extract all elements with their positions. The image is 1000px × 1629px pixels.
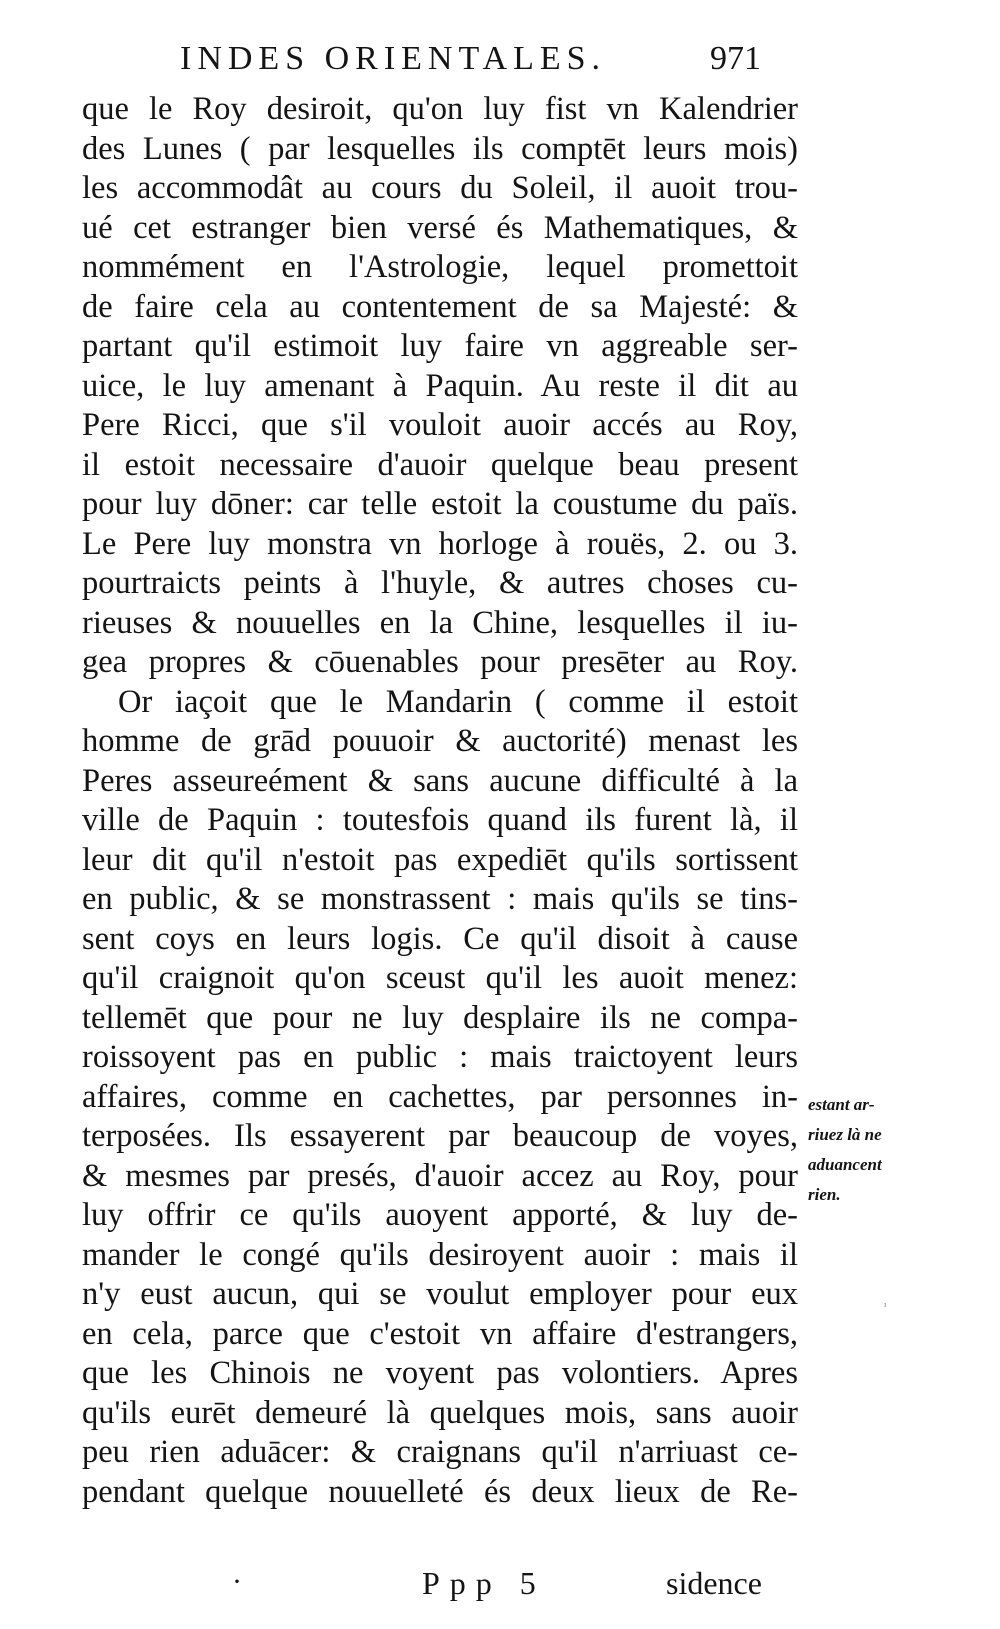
running-title: INDES ORIENTALES. <box>180 40 607 77</box>
margin-note-line: estant ar- <box>808 1095 875 1114</box>
margin-note-line: rien. <box>808 1185 841 1204</box>
text-line: mander le congé qu'ils desiroyent auoir : mais il <box>82 1236 798 1273</box>
text-line: pendant quelque nouuelleté és deux lieux de Re- <box>82 1473 798 1510</box>
margin-note <box>808 1090 958 1210</box>
text-line: sent coys en leurs logis. Ce qu'il disoit à cause <box>82 920 798 957</box>
text-line: peu rien aduācer: & craignans qu'il n'arriuast ce- <box>82 1434 798 1470</box>
text-line: nommément en l'Astrologie, lequel promettoit <box>82 249 798 285</box>
text-line: rieuses & nouuelles en la Chine, lesquelles il iu- <box>82 604 798 641</box>
text-line: ville de Paquin : toutesfois quand ils furent là, il <box>82 802 798 838</box>
text-line: des Lunes ( par lesquelles ils comptēt leurs mois) <box>82 130 798 167</box>
text-line: uice, le luy amenant à Paquin. Au reste il dit au <box>82 367 798 404</box>
text-line: leur dit qu'il n'estoit pas expediēt qu'ils sortissent <box>82 841 798 878</box>
text-line: tellemēt que pour ne luy desplaire ils ne compa- <box>82 999 798 1036</box>
text-line: roissoyent pas en public : mais traictoyent leurs <box>82 1039 798 1075</box>
text-line: gea propres & cōuenables pour presēter au Roy. <box>82 644 798 680</box>
footer-dot: · <box>232 1565 242 1598</box>
text-line: que les Chinois ne voyent pas volontiers. Apres <box>82 1355 798 1391</box>
text-line: qu'ils eurēt demeuré là quelques mois, sans auoir <box>82 1394 798 1431</box>
catchword: sidence <box>666 1565 762 1601</box>
text-line: affaires, comme en cachettes, par personnes in- <box>82 1078 798 1115</box>
signature-mark: Ppp 5 <box>422 1565 546 1601</box>
text-line: qu'il craignoit qu'on sceust qu'il les auoit menez: <box>82 960 798 996</box>
text-line: pourtraicts peints à l'huyle, & autres choses cu- <box>82 565 798 601</box>
text-line: terposées. Ils essayerent par beaucoup de voyes, <box>82 1118 798 1154</box>
text-line: de faire cela au contentement de sa Majesté: & <box>82 288 798 325</box>
running-header <box>160 40 860 90</box>
page-number: 971 <box>710 40 761 77</box>
text-line: n'y eust aucun, qui se voulut employer pour eux <box>82 1276 798 1312</box>
text-line: luy offrir ce qu'ils auoyent apporté, & luy de- <box>82 1197 798 1233</box>
text-line: Le Pere luy monstra vn horloge à rouës, 2. ou 3. <box>82 525 798 562</box>
text-line: homme de grād pouuoir & auctorité) menast les <box>82 723 798 759</box>
text-line: Pere Ricci, que s'il vouloit auoir accés au Roy, <box>82 407 798 443</box>
text-line: les accommodât au cours du Soleil, il auoit trou- <box>82 170 798 206</box>
text-line: & mesmes par presés, d'auoir accez au Roy, pour <box>82 1157 798 1194</box>
margin-note-line: aduancent <box>808 1155 882 1174</box>
text-line: Peres asseureément & sans aucune difficulté à la <box>82 762 798 799</box>
margin-note-line: riuez là ne <box>808 1125 882 1144</box>
text-line: en public, & se monstrassent : mais qu'ils se tins- <box>82 881 798 917</box>
page-footer <box>0 1565 1000 1615</box>
text-line: il estoit necessaire d'auoir quelque beau present <box>82 446 798 483</box>
paragraph-start-line: Or iaçoit que le Mandarin ( comme il estoit <box>118 683 798 720</box>
text-line: ué cet estranger bien versé és Mathematiques, & <box>82 209 798 246</box>
text-line: que le Roy desiroit, qu'on luy fist vn Kalendrier <box>82 91 798 127</box>
body-text <box>82 90 798 1512</box>
text-line: pour luy dōner: car telle estoit la coustume du païs. <box>82 486 798 522</box>
text-line: en cela, parce que c'estoit vn affaire d'estrangers, <box>82 1315 798 1352</box>
text-line: partant qu'il estimoit luy faire vn aggreable ser- <box>82 328 798 364</box>
stray-mark: ᶦ <box>884 1300 887 1315</box>
